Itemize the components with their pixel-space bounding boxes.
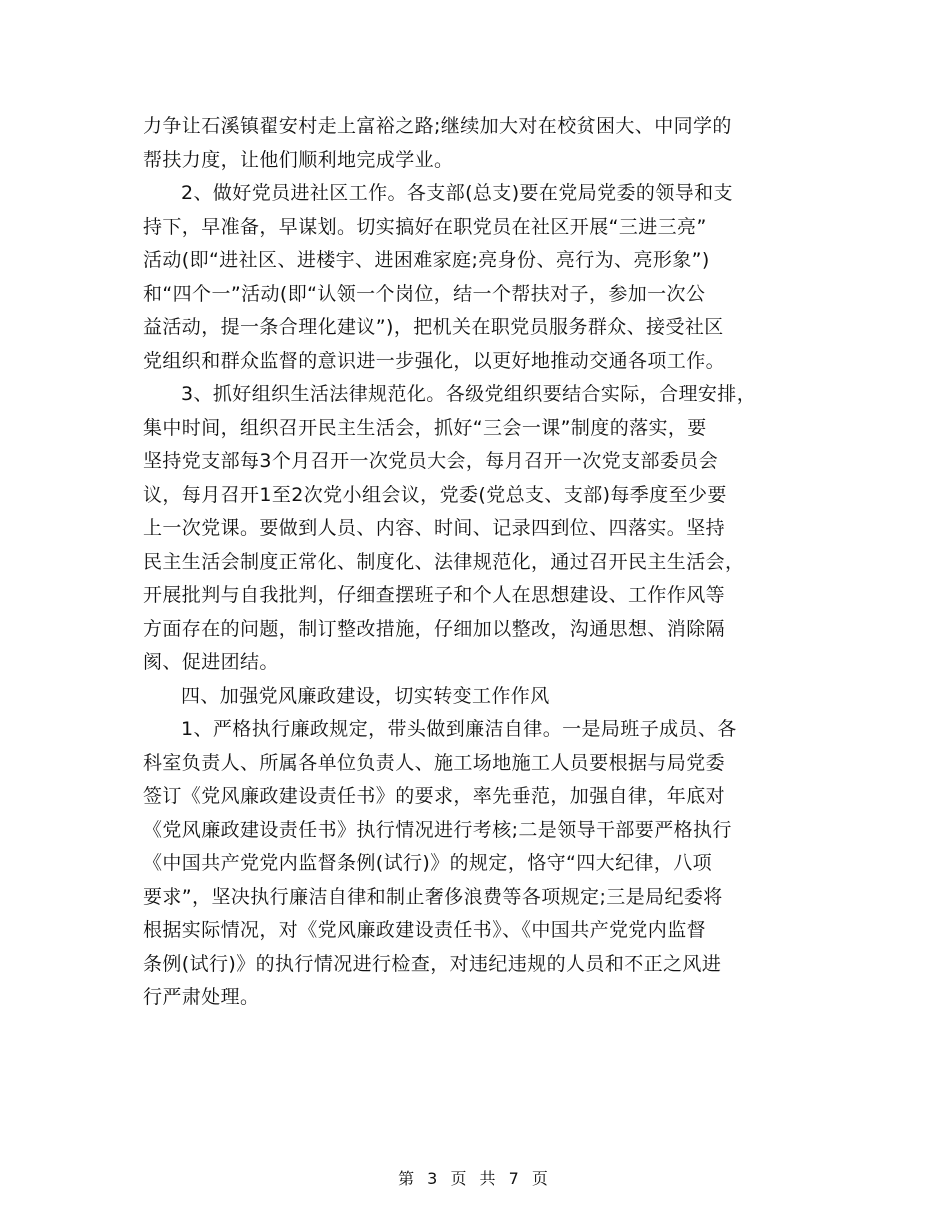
text-line: 活动(即“进社区、进楼宇、进困难家庭;亮身份、亮行为、亮形象”): [143, 249, 710, 271]
text-line: 开展批判与自我批判，仔细查摆班子和个人在思想建设、工作作风等: [143, 584, 726, 606]
document-body: [143, 110, 823, 1015]
page-footer: 第 3 页 共 7 页: [398, 1169, 552, 1188]
text-line: 帮扶力度，让他们顺利地完成学业。: [143, 148, 454, 171]
text-line: 2、做好党员进社区工作。各支部(总支)要在党局党委的领导和支: [181, 182, 733, 204]
text-line: 四、加强党风廉政建设，切实转变工作作风: [181, 684, 550, 707]
text-line: 科室负责人、所属各单位负责人、施工场地施工人员要根据与局党委: [143, 751, 726, 774]
text-line: 签订《党风廉政建设责任书》的要求，率先垂范，加强自律，年底对: [143, 785, 726, 807]
text-line: 党组织和群众监督的意识进一步强化，以更好地推动交通各项工作。: [143, 349, 726, 372]
text-line: 《党风廉政建设责任书》执行情况进行考核;二是领导干部要严格执行: [143, 818, 732, 841]
text-line: 方面存在的问题，制订整改措施，仔细加以整改，沟通思想、消除隔: [143, 617, 726, 640]
text-line: 根据实际情况，对《党风廉政建设责任书》、《中国共产党党内监督: [143, 919, 707, 941]
text-line: 阂、促进团结。: [143, 651, 279, 673]
text-line: 坚持党支部每3个月召开一次党员大会，每月召开一次党支部委员会: [143, 450, 719, 472]
text-line: 上一次党课。要做到人员、内容、时间、记录四到位、四落实。坚持: [143, 517, 726, 539]
text-line: 民主生活会制度正常化、制度化、法律规范化，通过召开民主生活会，: [143, 550, 745, 573]
text-line: 力争让石溪镇翟安村走上富裕之路;继续加大对在校贫困大、中同学的: [143, 115, 732, 137]
text-line: 议，每月召开1至2次党小组会议，党委(党总支、支部)每季度至少要: [143, 483, 727, 506]
text-line: 《中国共产党党内监督条例(试行)》的规定，恪守“四大纪律，八项: [143, 852, 713, 874]
text-line: 益活动，提一条合理化建议”)，把机关在职党员服务群众、接受社区: [143, 316, 724, 338]
text-line: 和“四个一”活动(即“认领一个岗位，结一个帮扶对子，参加一次公: [143, 282, 706, 305]
text-line: 集中时间，组织召开民主生活会，抓好“三会一课”制度的落实，要: [143, 416, 707, 439]
text-line: 要求”，坚决执行廉洁自律和制止奢侈浪费等各项规定;三是局纪委将: [143, 885, 723, 908]
text-line: 条例(试行)》的执行情况进行检查，对违纪违规的人员和不正之风进: [143, 952, 722, 975]
text-line: 1、严格执行廉政规定，带头做到廉洁自律。一是局班子成员、各: [181, 718, 737, 740]
text-line: 3、抓好组织生活法律规范化。各级党组织要结合实际，合理安排，: [181, 383, 757, 405]
text-line: 行严肃处理。: [143, 986, 260, 1008]
text-line: 持下，早准备，早谋划。切实搞好在职党员在社区开展“三进三亮”: [143, 215, 707, 238]
